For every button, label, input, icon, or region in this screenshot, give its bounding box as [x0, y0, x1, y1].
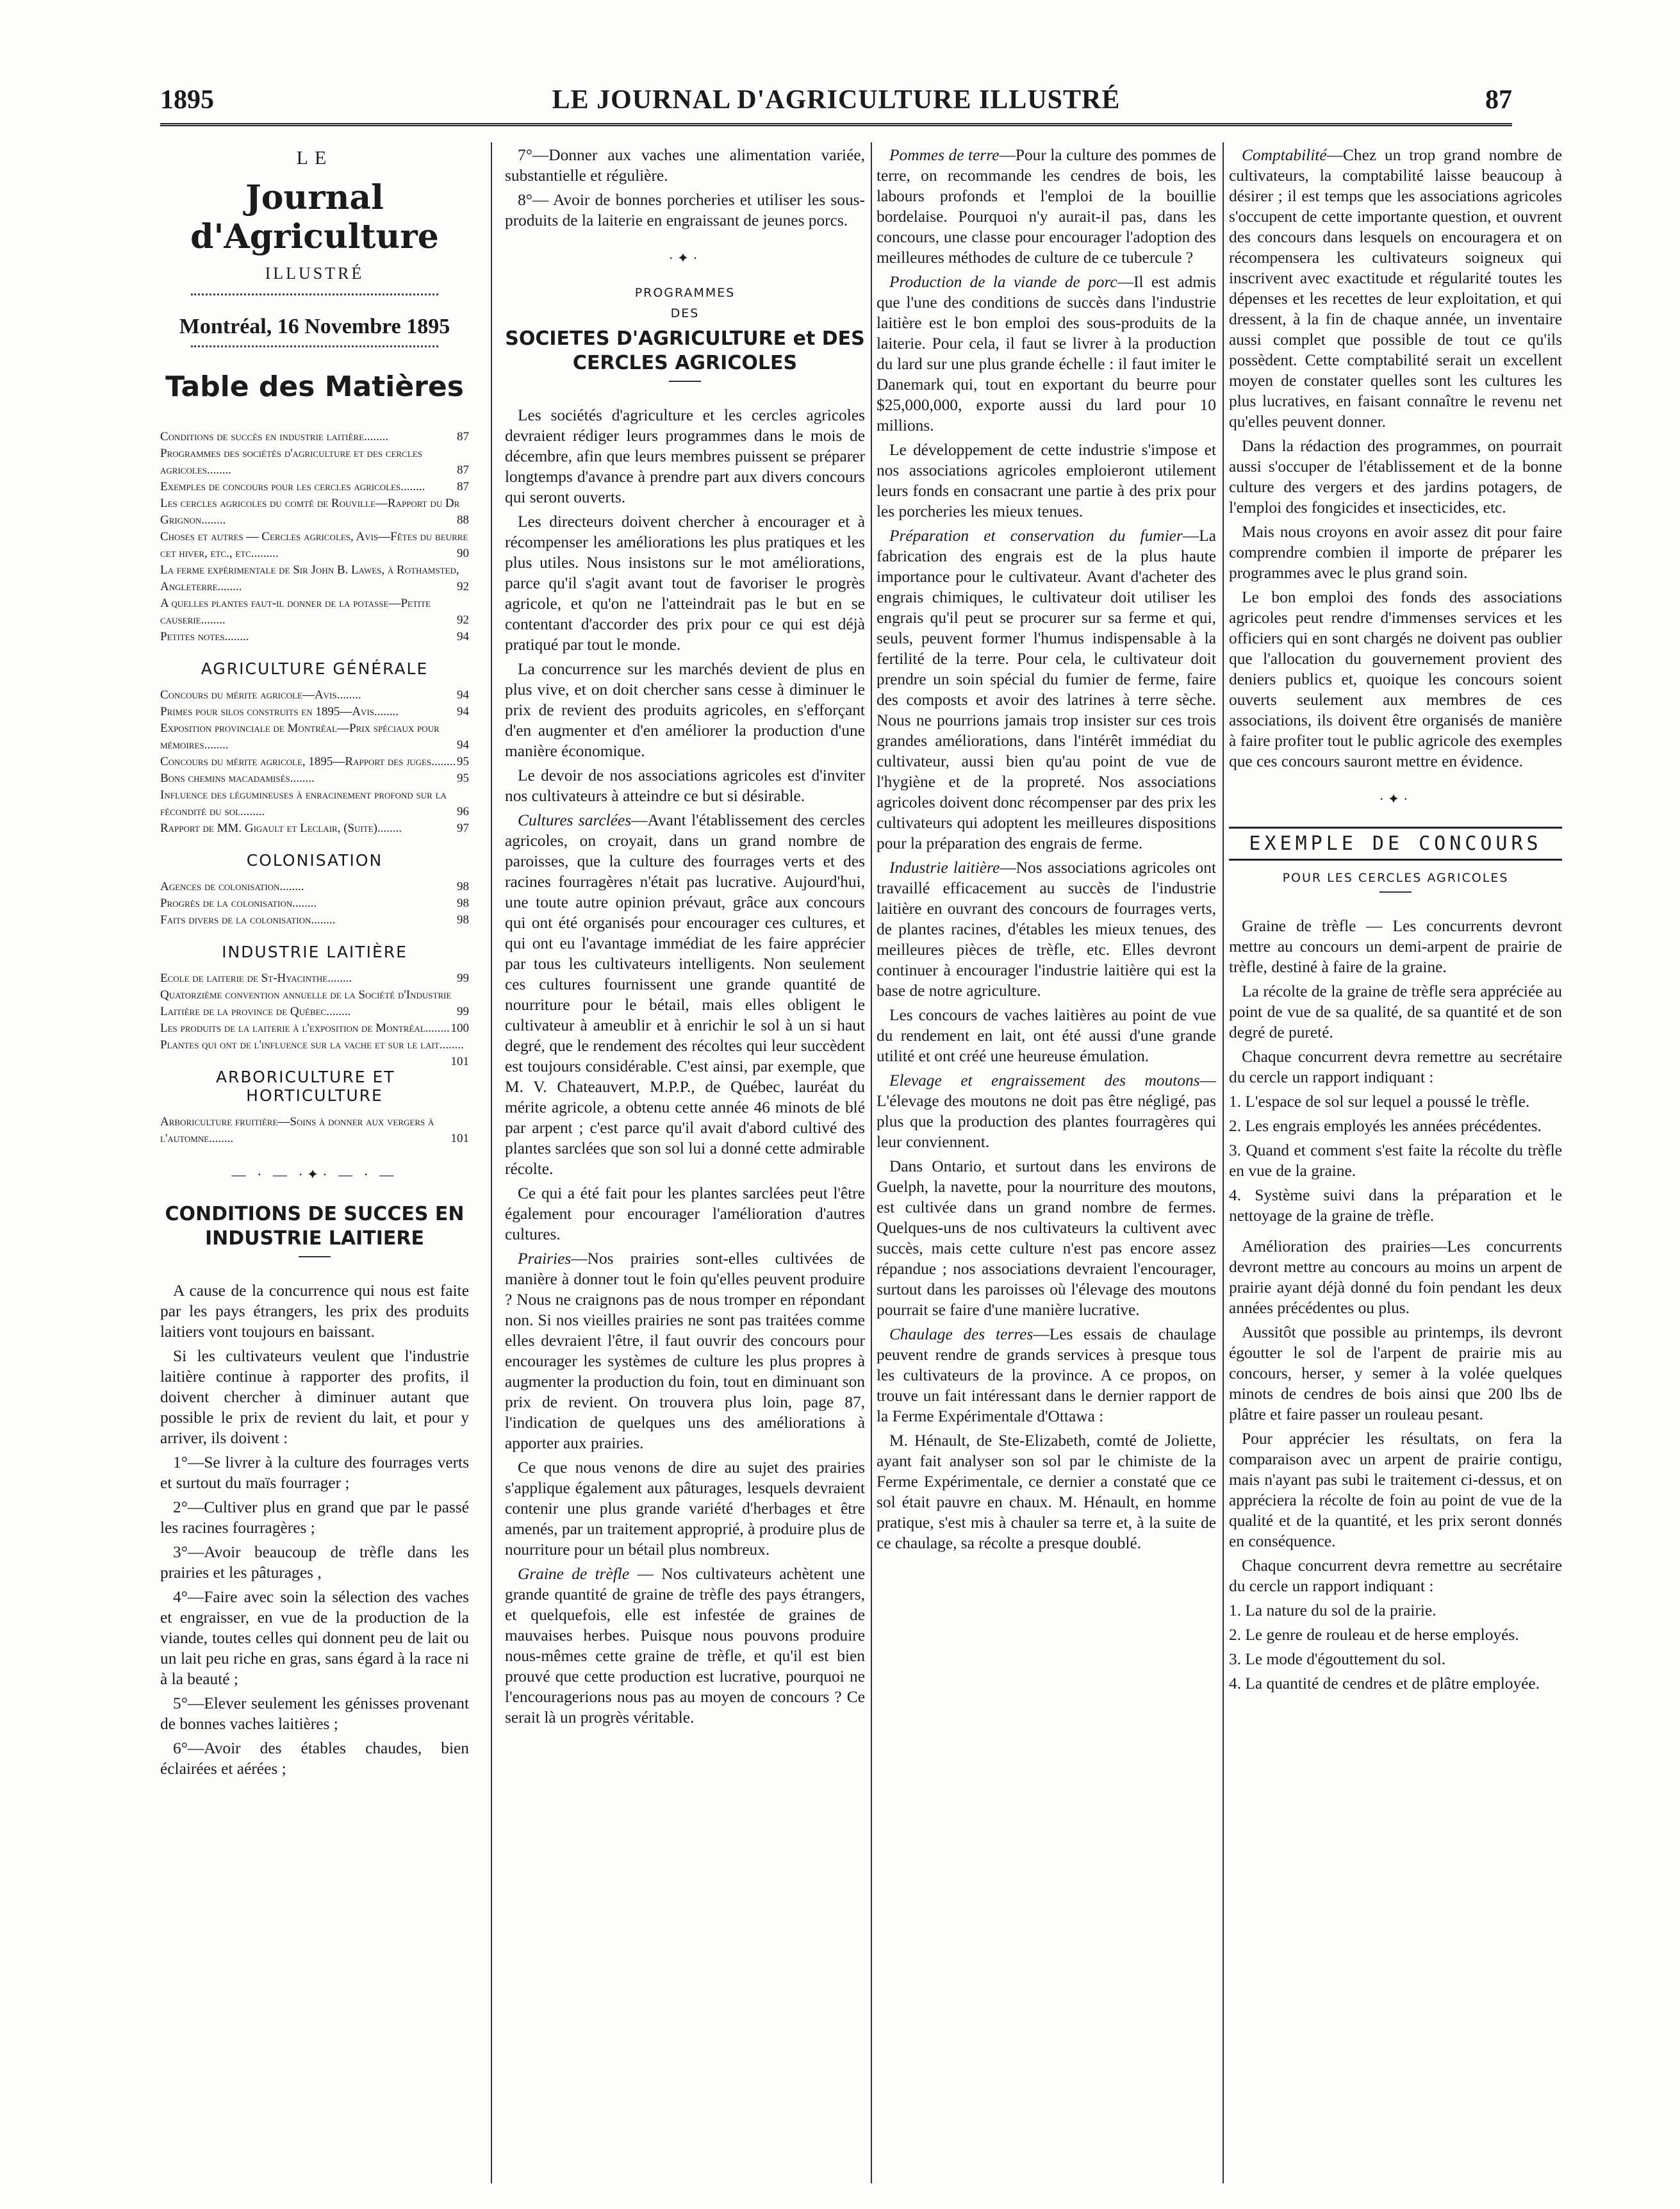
- ornament-rule: [191, 294, 438, 302]
- masthead-title: Journal d'Agriculture: [190, 178, 439, 256]
- list-item: 4. Système suivi dans la préparation et le nettoyage de la graine de trèfle.: [1229, 1186, 1562, 1225]
- run-in-heading: Préparation et conservation du fumier: [889, 527, 1183, 545]
- paragraph: Les concours de vaches laitières au point de vue du rendement en lait, ont été aussi d'une grande utilité et ont créé une heureuse émulation.: [877, 1006, 1216, 1065]
- toc-entry[interactable]: A quelles plantes faut-il donner de la potasse—Petite causerie........ 92: [160, 597, 469, 627]
- article-3-title: EXEMPLE DE CONCOURS: [1229, 827, 1562, 861]
- masthead-le: LE: [296, 147, 333, 169]
- toc-section-heading: INDUSTRIE LAITIÈRE: [222, 943, 408, 961]
- toc-entry[interactable]: Faits divers de la colonisation........ 98: [160, 913, 469, 927]
- paragraph: Comptabilité—Chez un trop grand nombre de cultivateurs, la comptabilité laisse beaucoup à désirer ; il est temps que les associations agricoles s'occupent de cette importante question, et ouvrent des concours dans lesquels on encouragera et on récompensera les cultivateurs soigneux qui inscrivent avec exactitude et régularité toutes les dépenses et les recettes de leur exploitation, et qui dressent, à la fin de chaque année, un inventaire aussi complet que possible de tout ce qu'ils possèdent. Cette comptabilité serait un excellent moyen de constater quelles sont les cultures les plus lucratives, en faisant connaître le revenu net qu'elles peuvent donner.: [1229, 146, 1562, 431]
- run-in-heading: Production de la viande de porc: [889, 273, 1117, 291]
- paragraph: Ce qui a été fait pour les plantes sarclées peut l'être également pour encourager l'amélioration d'autres cultures.: [505, 1184, 865, 1243]
- masthead-subtitle: ILLUSTRÉ: [265, 264, 365, 283]
- title-rule: [669, 381, 701, 382]
- column-rule: [1223, 142, 1224, 2183]
- run-in-heading: Pommes de terre: [889, 146, 1000, 164]
- paragraph: M. Hénault, de Ste-Elizabeth, comté de Joliette, ayant fait analyser son sol par le chimiste de la Ferme Expérimentale, ce dernier a constaté que ce sol était pauvre en chaux. M. Hénault, en homme pratique, s'est mis à chauler sa terre et, à la suite de ce chaulage, sa récolte a presque doublé.: [877, 1432, 1216, 1552]
- toc-title: Table des Matières: [165, 370, 464, 403]
- paragraph: Les sociétés d'agriculture et les cercles agricoles devraient rédiger leurs programmes dans le mois de décembre, afin que leurs membres puissent se préparer longtemps d'avance à prendre part aux divers concours qui seront ouverts.: [505, 406, 865, 506]
- ornament-stars: ·✦·: [668, 250, 702, 266]
- toc-entry[interactable]: Influence des légumineuses à enracinement profond sur la fécondité du sol........ 96: [160, 788, 469, 818]
- paragraph: 3°—Avoir beaucoup de trèfle dans les prairies et les pâturages ,: [160, 1543, 469, 1582]
- toc-group-4: [160, 970, 469, 1068]
- paragraph: Amélioration des prairies—Les concurrents devront mettre au concours au moins un arpent de prairie ayant déjà donné du foin pendant les deux années précédentes ou plus.: [1229, 1237, 1562, 1317]
- toc-section-heading: ARBORICULTURE ET HORTICULTURE: [215, 1068, 395, 1105]
- toc-group-3: [160, 879, 469, 929]
- run-in-heading: Elevage et engraissement des moutons: [889, 1071, 1200, 1089]
- paragraph: Le bon emploi des fonds des associations agricoles peut rendre d'immenses services et les officiers qui en sont chargés ne doivent pas oublier que l'allocation du gouvernement provient des deniers publics et, quoique les concours soient ouverts seulement aux membres de ces associations, ils doivent être organisés de manière à faire profiter tout le public agricole des exemples que ces concours sauront mettre en évidence.: [1229, 588, 1562, 770]
- toc-entry[interactable]: Rapport de MM. Gigault et Leclair, (Suite)........ 97: [160, 822, 469, 835]
- paragraph: Pommes de terre—Pour la culture des pommes de terre, on recommande les cendres de bois, les labours profonds et l'emploi de la bouillie bordelaise. Pourquoi n'y aurait-il pas, dans les concours, une classe pour encourager l'adoption des meilleures méthodes de culture de ce tubercule ?: [877, 146, 1216, 267]
- run-in-heading: Graine de trèfle: [518, 1565, 630, 1583]
- paragraph: La concurrence sur les marchés devient de plus en plus vive, et on doit chercher sans cesse à diminuer le prix de revient des produits agricoles, en s'efforçant d'en augmenter et d'en améliorer la production d'une manière économique.: [505, 660, 865, 760]
- toc-entry[interactable]: Les produits de la laiterie à l'exposition de Montréal........ 100: [160, 1022, 469, 1035]
- list-item: 4. La quantité de cendres et de plâtre employée.: [1229, 1675, 1540, 1692]
- column-rule: [491, 142, 492, 2183]
- list-item: 3. Le mode d'égouttement du sol.: [1229, 1650, 1446, 1668]
- paragraph: Industrie laitière—Nos associations agricoles ont travaillé efficacement au succès de l'industrie laitière en ouvrant des concours de fourrages verts, de plantes racines, d'étables les mieux tenues, des meilleures pièces de trèfle, etc. Elles devront continuer à encourager l'industrie laitière qui est la base de notre agriculture.: [877, 859, 1216, 1000]
- title-rule: [1379, 891, 1412, 893]
- run-in-heading: Industrie laitière: [889, 859, 1000, 877]
- article-2-des: DES: [670, 306, 700, 320]
- toc-entry[interactable]: Exemples de concours pour les cercles agricoles........ 87: [160, 480, 469, 493]
- paragraph: Le développement de cette industrie s'impose et nos associations agricoles emploieront utilement leurs fonds en consacrant une partie à des prix pour les porcheries les mieux tenues.: [877, 441, 1216, 520]
- column-1: [160, 145, 469, 2183]
- toc-entry[interactable]: La ferme expérimentale de Sir John B. Lawes, à Rothamsted, Angleterre........ 92: [160, 563, 469, 593]
- toc-entry[interactable]: Plantes qui ont de l'influence sur la vache et sur le lait........ 101: [160, 1038, 469, 1068]
- paragraph: Mais nous croyons en avoir assez dit pour faire comprendre combien il importe de préparer les programmes avec le plus grand soin.: [1229, 523, 1562, 582]
- paragraph: Cultures sarclées—Avant l'établissement des cercles agricoles, on croyait, dans un grand nombre de paroisses, que la culture des fourrages verts et des racines fourragères n'était pas lucrative. Aujourd'hui, une toute autre opinion prévaut, grâce aux concours qui ont été organisés pour encourager ces cultures, et qui ont eu l'avantage immédiat de les faire apprécier par tous les cultivateurs intelligents. Non seulement ces cultures fournissent une grande quantité de nourriture pour le bétail, mais elles obligent le cultivateur à ameublir et à enrichir le sol à un si haut degré, que le rendement des récoltes qui leur succèdent est toujours considérable. C'est ainsi, par exemple, que M. V. Chateauvert, M.P.P., de Québec, lauréat du mérite agricole, a obtenu cette année 46 minots de blé par arpent ; c'est parce qu'il avait d'abord cultivé des plantes sarclées que son sol lui a donné cette admirable récolte.: [505, 811, 865, 1178]
- paragraph: Préparation et conservation du fumier—La fabrication des engrais est de la plus haute importance pour le cultivateur. Avant d'acheter des engrais chimiques, le cultivateur doit utiliser les engrais qu'il peut se procurer sur sa ferme et qui, seuls, peuvent former l'humus indispensable à la fertilité de la terre. Pour cela, le cultivateur doit prendre un soin spécial du fumier de ferme, faire des composts et avoir des latrines à terre sèche. Nous ne pourrions jamais trop insister sur ces trois grandes améliorations, dans l'intérêt immédiat du cultivateur, aussi bien qu'au point de vue de l'hygiène et de la propreté. Nos associations agricoles doivent donc récompenser par des prix les cultivateurs qui adoptent les meilleures dispositions pour la préparation des engrais de ferme.: [877, 527, 1216, 852]
- toc-entry[interactable]: Conditions de succès en industrie laitière........ 87: [160, 430, 469, 443]
- column-rule: [871, 142, 872, 2183]
- column-2: [505, 145, 865, 2183]
- list-item: 1. L'espace de sol sur lequel a poussé le trèfle.: [1229, 1093, 1530, 1111]
- toc-entry[interactable]: Agences de colonisation........ 98: [160, 880, 469, 893]
- paragraph: Graine de trèfle — Nos cultivateurs achètent une grande quantité de graine de trèfle des pays étrangers, et quelquefois, elle est infestée de graines de mauvaises herbes. Puisque nous pouvons produire nous-mêmes cette graine de trèfle, et qu'il est bien prouvé que cette production est lucrative, pourquoi ne l'encouragerions nous pas au moyen de concours ? Ce serait là un progrès véritable.: [505, 1565, 865, 1726]
- paragraph: Chaque concurrent devra remettre au secrétaire du cercle un rapport indiquant :: [1229, 1048, 1562, 1086]
- paragraph: 8°— Avoir de bonnes porcheries et utiliser les sous-produits de la laiterie en engraissant de jeunes porcs.: [505, 191, 865, 229]
- ornament-stars: ·✦·: [1379, 791, 1412, 807]
- run-in-heading: Comptabilité: [1242, 146, 1327, 164]
- list-item: 2. Les engrais employés les années précédentes.: [1229, 1117, 1542, 1135]
- list-item: 1. La nature du sol de la prairie.: [1229, 1601, 1437, 1619]
- paragraph: Chaulage des terres—Les essais de chaulage peuvent rendre de grands services à presque tous les cultivateurs de la province. A ce propos, on trouve un fait intéressant dans le dernier rapport de la Ferme Expérimentale d'Ottawa :: [877, 1325, 1216, 1425]
- run-in-heading: Cultures sarclées: [518, 811, 632, 829]
- paragraph: La récolte de la graine de trèfle sera appréciée au point de vue de sa qualité, de sa quantité et de son degré de pureté.: [1229, 982, 1562, 1041]
- toc-entry[interactable]: Programmes des sociétés d'agriculture et des cercles agricoles........ 87: [160, 447, 469, 477]
- toc-entry[interactable]: Concours du mérite agricole, 1895—Rapport des juges........ 95: [160, 755, 469, 768]
- column-4: [1229, 145, 1562, 2183]
- paragraph: 1°—Se livrer à la culture des fourrages verts et surtout du maïs fourrager ;: [160, 1453, 469, 1492]
- column-3: [877, 145, 1216, 2183]
- toc-entry[interactable]: Primes pour silos construits en 1895—Avis........ 94: [160, 705, 469, 718]
- header-title: LE JOURNAL D'AGRICULTURE ILLUSTRÉ: [552, 85, 1121, 115]
- paragraph: 2°—Cultiver plus en grand que par le passé les racines fourragères ;: [160, 1498, 469, 1537]
- page-header: [160, 82, 1512, 126]
- paragraph: 5°—Elever seulement les génisses provenant de bonnes vaches laitières ;: [160, 1694, 469, 1733]
- article-3-subtitle: POUR LES CERCLES AGRICOLES: [1282, 871, 1509, 885]
- toc-section-heading: COLONISATION: [246, 851, 383, 870]
- run-in-heading: Chaulage des terres: [889, 1325, 1034, 1343]
- article-2-title: SOCIETES D'AGRICULTURE et DES CERCLES AGRICOLES: [505, 327, 865, 374]
- paragraph: Ce que nous venons de dire au sujet des prairies s'applique également aux pâturages, lesquels devraient contenir une plus grande variété d'herbages et être amenés, par un traitement approprié, à produire plus de nourriture pour un bétail plus nombreux.: [505, 1459, 865, 1559]
- paragraph: Les directeurs doivent chercher à encourager et à récompenser les améliorations les plus pratiques et les plus utiles. Nous insistons sur le mot améliorations, parce qu'il s'agit avant tout de favoriser le progrès agricole, et qu'on ne l'atteindrait pas le but en se contentant d'accorder des prix pour ce qui est déjà pratiqué par tout le monde.: [505, 513, 865, 654]
- toc-entry[interactable]: Bons chemins macadamisés........ 95: [160, 772, 469, 785]
- toc-entry[interactable]: Choses et autres — Cercles agricoles, Avis—Fêtes du beurre cet hiver, etc., etc......... 90: [160, 530, 469, 560]
- paragraph: Pour apprécier les résultats, on fera la comparaison avec un arpent de prairie contigu, mais n'ayant pas subi le traitement ci-dessus, et on appréciera la récolte de foin au point de vue de la qualité et de la quantité, et les prix seront donnés en conséquence.: [1229, 1430, 1562, 1550]
- paragraph: Chaque concurrent devra remettre au secrétaire du cercle un rapport indiquant :: [1229, 1557, 1562, 1595]
- toc-entry[interactable]: Les cercles agricoles du comté de Rouville—Rapport du Dr Grignon........ 88: [160, 497, 469, 527]
- toc-group-2: [160, 687, 469, 837]
- toc-entry[interactable]: Progrès de la colonisation........ 98: [160, 897, 469, 910]
- toc-section-heading: AGRICULTURE GÉNÉRALE: [201, 659, 429, 678]
- list-item: 3. Quand et comment s'est faite la récolte du trèfle en vue de la graine.: [1229, 1141, 1562, 1180]
- toc-group-5: [160, 1114, 469, 1147]
- header-page-number: 87: [1485, 85, 1512, 115]
- toc-group-1: [160, 429, 469, 645]
- paragraph: Prairies—Nos prairies sont-elles cultivées de manière à donner tout le foin qu'elles peuvent produire ? Nous ne craignons pas de nous tromper en répondant non. Si nos vieilles prairies ne sont pas traitées comme elles devraient l'être, il faut ouvrir des concours pour encourager les systèmes de culture les plus propres à augmenter la production du foin, tout en diminuant son prix de revient. On trouvera plus loin, page 87, l'indication de quelques uns des améliorations à apporter aux prairies.: [505, 1250, 865, 1452]
- ornament-stars: — · — ·✦· — · —: [231, 1166, 398, 1182]
- toc-entry[interactable]: Exposition provinciale de Montréal—Prix spéciaux pour mémoires........ 94: [160, 722, 469, 752]
- paragraph: Le devoir de nos associations agricoles est d'inviter nos cultivateurs à atteindre ce but si désirable.: [505, 766, 865, 805]
- toc-entry[interactable]: Petites notes........ 94: [160, 630, 469, 643]
- toc-entry[interactable]: Concours du mérite agricole—Avis........ 94: [160, 688, 469, 702]
- article-2-kicker: PROGRAMMES: [634, 286, 736, 300]
- paragraph: Si les cultivateurs veulent que l'industrie laitière continue à rapporter des profits, il doivent chercher à diminuer autant que possible le prix de revient du lait, et pour y arriver, ils doivent :: [160, 1347, 469, 1447]
- paragraph: 6°—Avoir des étables chaudes, bien éclairées et aérées ;: [160, 1739, 469, 1778]
- title-rule: [299, 1256, 331, 1257]
- paragraph: 7°—Donner aux vaches une alimentation variée, substantielle et régulière.: [505, 146, 865, 185]
- issue-date: Montréal, 16 Novembre 1895: [179, 315, 450, 338]
- paragraph: Elevage et engraissement des moutons—L'élevage des moutons ne doit pas être négligé, pas plus que la production des plantes fourragères qui leur conviennent.: [877, 1071, 1216, 1151]
- paragraph: Dans Ontario, et surtout dans les environs de Guelph, la navette, pour la nourriture des moutons, est cultivée dans un grand nombre de fermes. Quelques-uns de nos cultivateurs la cultivent avec succès, mais cette culture n'est pas encore assez répandue ; nos associations devraient l'encourager, surtout dans les paroisses où l'élevage des moutons pourrait se faire d'une manière lucrative.: [877, 1157, 1216, 1319]
- toc-entry[interactable]: Arboriculture fruitière—Soins à donner aux vergers à l'automne........ 101: [160, 1115, 469, 1145]
- article-1-title: CONDITIONS DE SUCCES EN INDUSTRIE LAITIERE: [165, 1203, 465, 1250]
- ornament-rule: [191, 345, 438, 354]
- paragraph: 4°—Faire avec soin la sélection des vaches et engraisser, en vue de la production de la viande, toutes celles qui donnent peu de lait ou un lait peu riche en gras, sans égard à la race ni à la beauté ;: [160, 1588, 469, 1688]
- paragraph: Aussitôt que possible au printemps, ils devront égoutter le sol de l'arpent de prairie mis au concours, herser, y semer à la volée quelques minots de cendres de bois ainsi que 200 lbs de plâtre et faire passer un rouleau pesant.: [1229, 1323, 1562, 1423]
- toc-entry[interactable]: Ecole de laiterie de St-Hyacinthe........ 99: [160, 972, 469, 985]
- run-in-heading: Graine de trèfle: [1242, 917, 1356, 935]
- list-item: 2. Le genre de rouleau et de herse employés.: [1229, 1626, 1519, 1644]
- paragraph: Graine de trèfle — Les concurrents devront mettre au concours un demi-arpent de prairie de trèfle, destiné à faire de la graine.: [1229, 917, 1562, 976]
- paragraph: Production de la viande de porc—Il est admis que l'une des conditions de succès dans l'industrie laitière est le bon emploi des sous-produits de la laiterie. Pour cela, il faut se livrer à la production du lard sur une plus grande échelle : il faut imiter le Danemark qui, tout en exportant du beurre pour $25,000,000, exporte aussi du lard pour 10 millions.: [877, 273, 1216, 434]
- paragraph: Dans la rédaction des programmes, on pourrait aussi s'occuper de l'établissement et de la bonne culture des vergers et des jardins potagers, de l'emploi des fongicides et insecticides, etc.: [1229, 437, 1562, 517]
- run-in-heading: Amélioration des prairies: [1242, 1237, 1431, 1255]
- header-year: 1895: [160, 85, 214, 115]
- run-in-heading: Prairies: [518, 1250, 572, 1268]
- paragraph: A cause de la concurrence qui nous est faite par les pays étrangers, les prix des produits laitiers vont toujours en baissant.: [160, 1282, 469, 1341]
- toc-entry[interactable]: Quatorzième convention annuelle de la Société d'Industrie Laitière de la province de Québec........ 99: [160, 988, 469, 1018]
